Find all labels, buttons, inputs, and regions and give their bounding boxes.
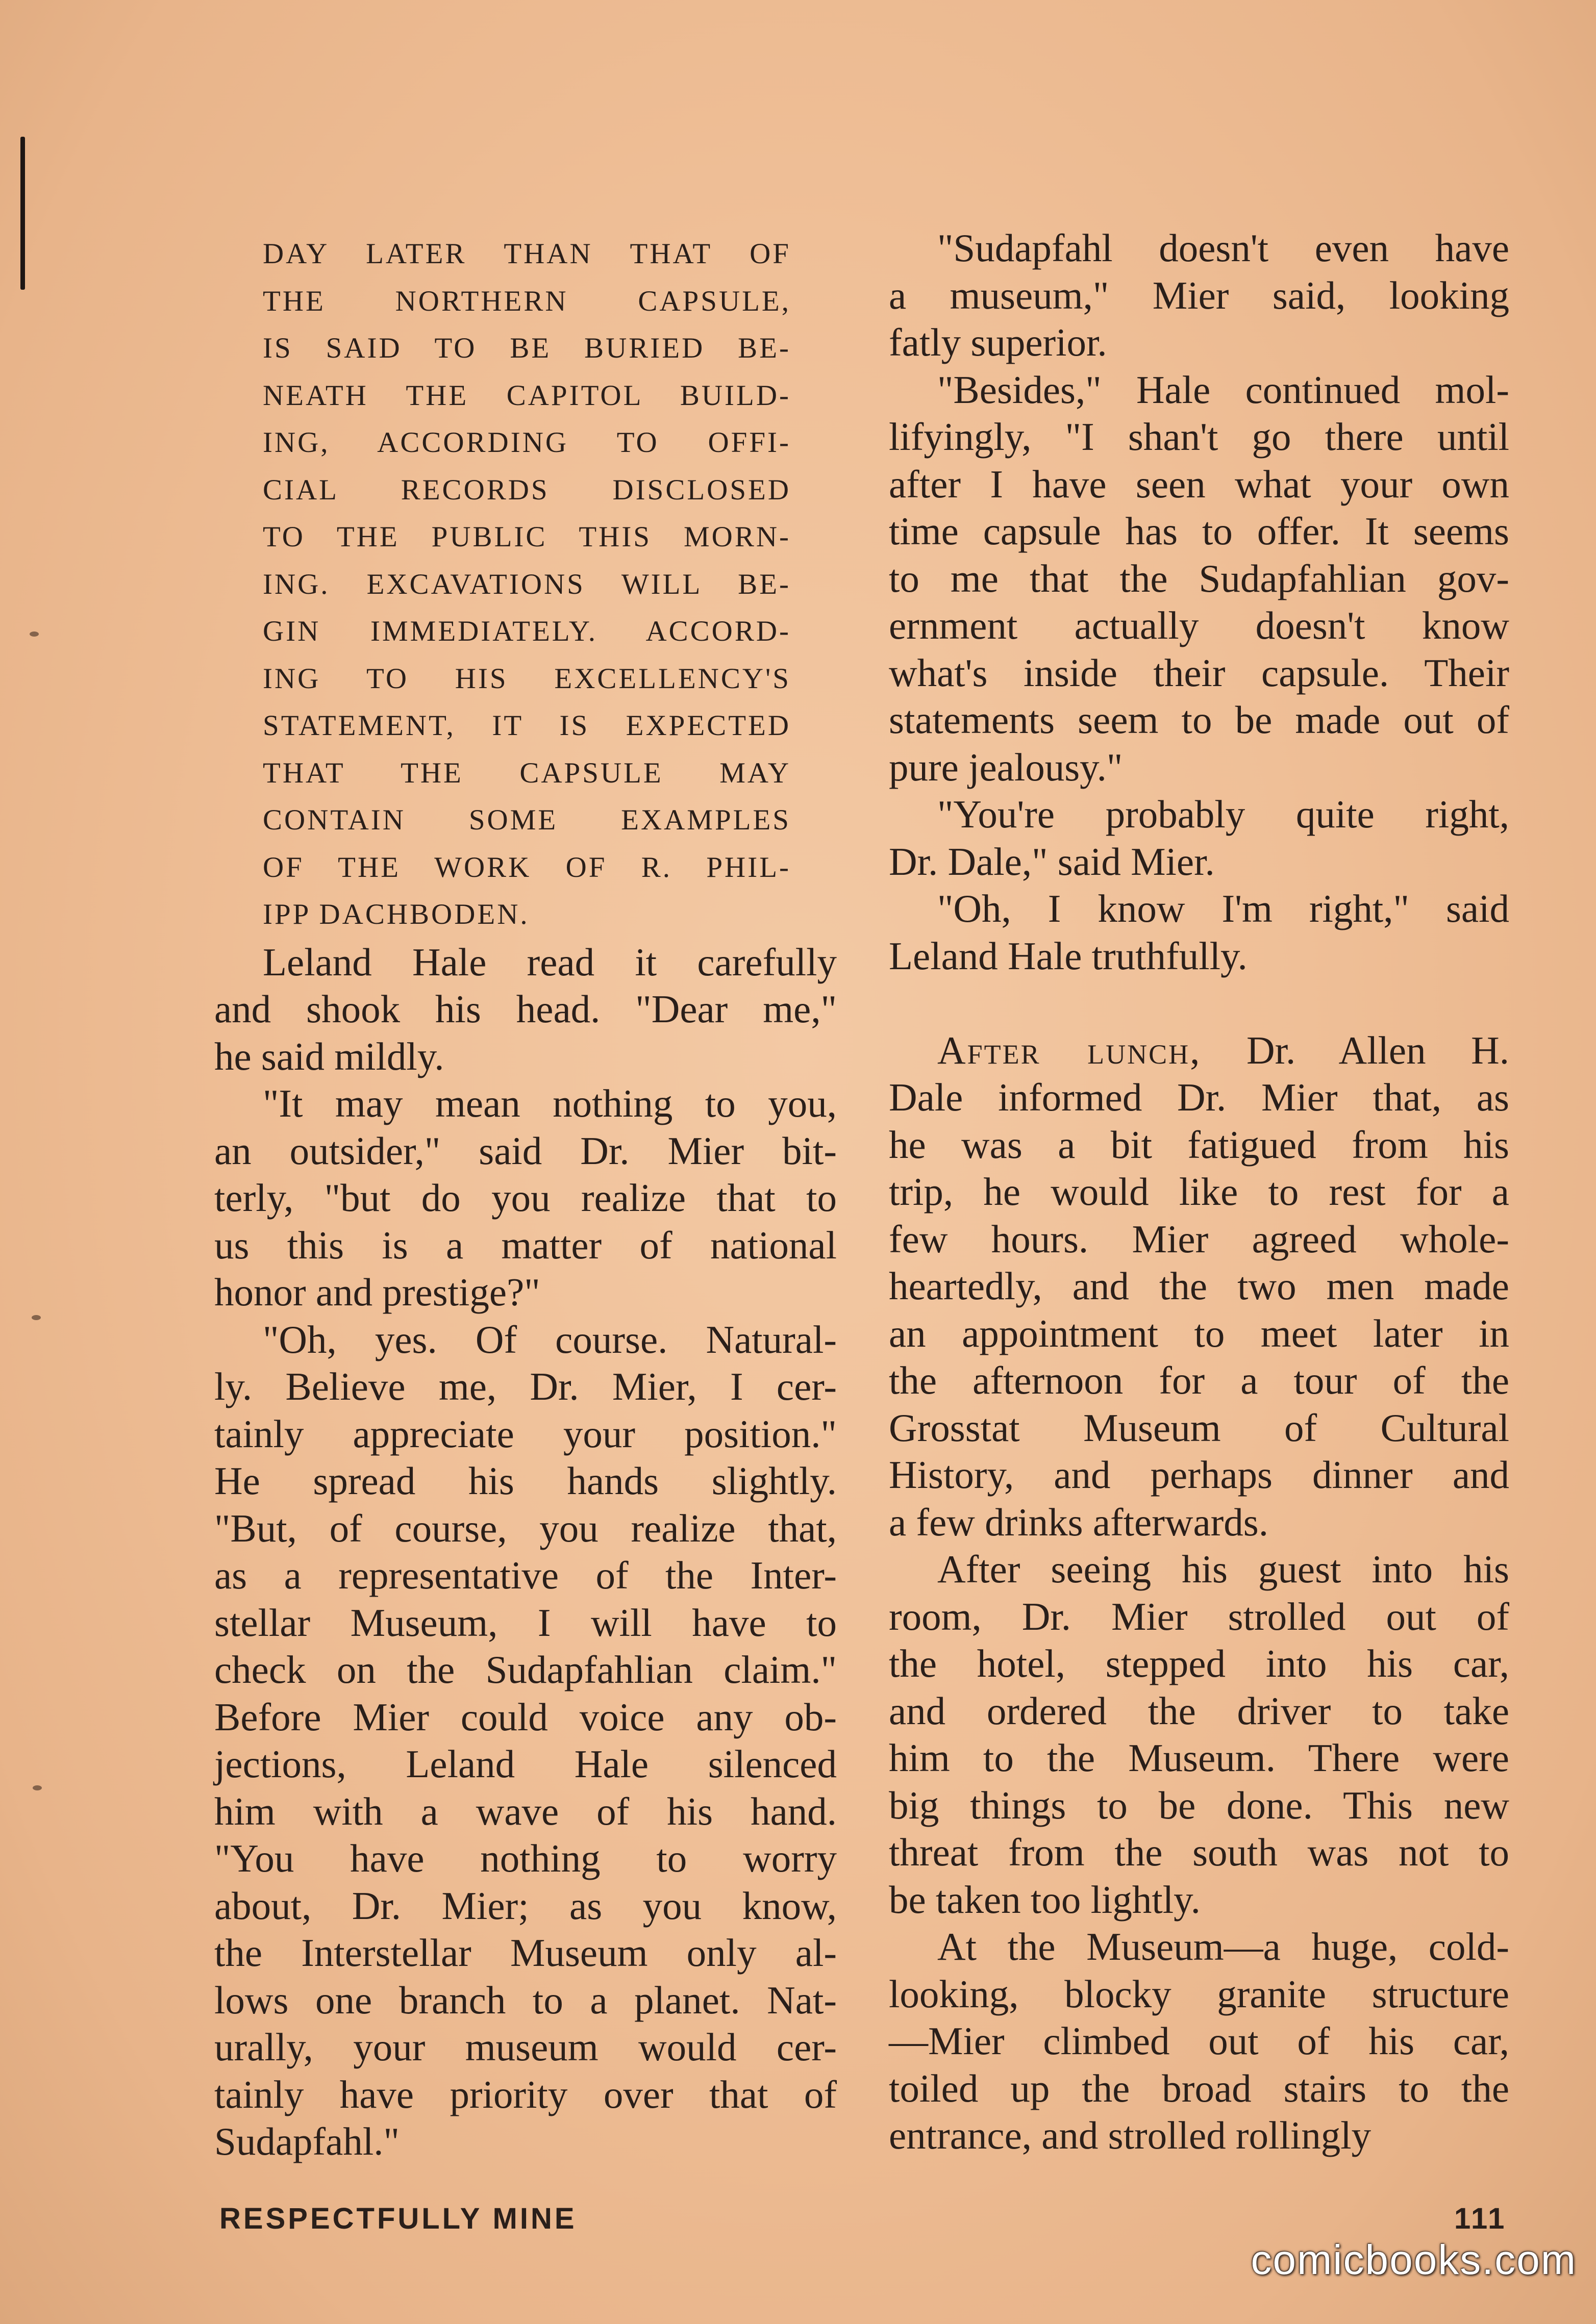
- paragraph: [889, 1923, 1509, 2159]
- text-line: pure jealousy.": [889, 745, 1123, 789]
- text-line: few hours. Mier agreed whole-: [889, 1217, 1509, 1261]
- paragraph: [889, 885, 1509, 979]
- text-line: —Mier climbed out of his car,: [889, 2019, 1509, 2063]
- text-line: as a representative of the Inter-: [214, 1553, 837, 1597]
- bulletin-line: OF THE WORK OF R. PHIL-: [263, 851, 791, 883]
- text-line: tainly appreciate your position.": [214, 1411, 837, 1456]
- text-line: and shook his head. "Dear me,": [214, 987, 837, 1031]
- text-line: "Oh, yes. Of course. Natural-: [263, 1317, 837, 1361]
- text-line: he was a bit fatigued from his: [889, 1122, 1509, 1167]
- bulletin-line: CIAL RECORDS DISCLOSED: [263, 473, 791, 506]
- bulletin-line: ING TO HIS EXCELLENCY'S: [263, 662, 791, 695]
- text-line: He spread his hands slightly.: [214, 1459, 837, 1503]
- bulletin-line: GIN IMMEDIATELY. ACCORD-: [263, 615, 791, 647]
- text-line: and ordered the driver to take: [889, 1688, 1509, 1733]
- text-line: "It may mean nothing to you,: [263, 1081, 837, 1125]
- text-fragment: Dr. Allen H.: [1201, 1028, 1509, 1072]
- text-line: Leland Hale truthfully.: [889, 933, 1248, 978]
- bulletin-line: DAY LATER THAN THAT OF: [263, 238, 791, 270]
- text-line: honor and prestige?": [214, 1270, 540, 1314]
- text-line: "Besides," Hale continued mol-: [937, 367, 1509, 412]
- text-line: to me that the Sudapfahlian gov-: [889, 556, 1509, 600]
- paragraph: [214, 939, 837, 1080]
- binding-hole: [33, 1785, 42, 1790]
- text-line: an appointment to meet later in: [889, 1311, 1509, 1355]
- text-line: the hotel, stepped into his car,: [889, 1641, 1509, 1685]
- bulletin-line: NEATH THE CAPITOL BUILD-: [263, 379, 791, 412]
- text-line: statements seem to be made out of: [889, 698, 1509, 742]
- bulletin-line: CONTAIN SOME EXAMPLES: [263, 804, 791, 836]
- text-line: he said mildly.: [214, 1034, 444, 1078]
- text-line: us this is a matter of national: [214, 1223, 837, 1267]
- text-line: History, and perhaps dinner and: [889, 1453, 1509, 1497]
- bulletin-line: TO THE PUBLIC THIS MORN-: [263, 521, 791, 553]
- binding-mark: [20, 137, 25, 290]
- text-line: entrance, and strolled rollingly: [889, 2113, 1371, 2157]
- text-line: stellar Museum, I will have to: [214, 1600, 837, 1645]
- text-line: jections, Leland Hale silenced: [214, 1742, 837, 1786]
- text-line: urally, your museum would cer-: [214, 2025, 837, 2069]
- text-line: "You have nothing to worry: [214, 1836, 837, 1880]
- text-line: threat from the south was not to: [889, 1830, 1509, 1874]
- running-title: RESPECTFULLY MINE: [219, 2202, 577, 2235]
- paragraph: [214, 1316, 837, 2165]
- bulletin-line: STATEMENT, IT IS EXPECTED: [263, 710, 791, 742]
- text-line: check on the Sudapfahlian claim.": [214, 1648, 837, 1691]
- text-line: [889, 1027, 1509, 1074]
- bulletin-line: THAT THE CAPSULE MAY: [263, 756, 791, 789]
- text-line: ernment actually doesn't know: [889, 603, 1509, 647]
- source-watermark: comicbooks.com: [1251, 2237, 1577, 2283]
- text-line: about, Dr. Mier; as you know,: [214, 1883, 837, 1928]
- text-line: time capsule has to offer. It seems: [889, 509, 1509, 553]
- text-line: looking, blocky granite structure: [889, 1972, 1509, 2016]
- text-line: "You're probably quite right,: [937, 792, 1509, 836]
- text-line: fatly superior.: [889, 320, 1107, 364]
- paragraph: [889, 224, 1509, 366]
- text-line: tainly have priority over that of: [214, 2072, 837, 2116]
- text-line: Sudapfahl.": [214, 2119, 400, 2163]
- paragraph: [889, 791, 1509, 885]
- text-line: Dale informed Dr. Mier that, as: [889, 1075, 1509, 1119]
- text-line: big things to be done. This new: [889, 1783, 1509, 1827]
- text-line: a museum," Mier said, looking: [889, 273, 1509, 317]
- text-line: the afternoon for a tour of the: [889, 1358, 1509, 1402]
- bulletin-line: IPP DACHBODEN.: [263, 898, 530, 930]
- text-line: toiled up the broad stairs to the: [889, 2066, 1509, 2110]
- text-line: room, Dr. Mier strolled out of: [889, 1594, 1509, 1638]
- text-line: "Oh, I know I'm right," said: [937, 887, 1509, 930]
- bulletin-line: ING, ACCORDING TO OFFI-: [263, 426, 791, 459]
- text-line: a few drinks afterwards.: [889, 1500, 1269, 1544]
- text-line: him to the Museum. There were: [889, 1736, 1509, 1780]
- binding-hole: [30, 631, 39, 637]
- section-lead: After lunch,: [937, 1028, 1202, 1072]
- text-line: Before Mier could voice any ob-: [214, 1695, 837, 1739]
- bulletin-line: ING. EXCAVATIONS WILL BE-: [263, 568, 791, 600]
- text-line: terly, "but do you realize that to: [214, 1176, 837, 1220]
- text-line: heartedly, and the two men made: [889, 1264, 1509, 1308]
- bulletin-line: THE NORTHERN CAPSULE,: [263, 285, 791, 317]
- text-line: "But, of course, you realize that,: [214, 1506, 837, 1550]
- text-line: After seeing his guest into his: [937, 1547, 1509, 1591]
- text-line: be taken too lightly.: [889, 1877, 1201, 1922]
- bulletin-line: IS SAID TO BE BURIED BE-: [263, 332, 791, 364]
- text-line: lifyingly, "I shan't go there until: [889, 415, 1509, 459]
- paragraph: [214, 1080, 837, 1316]
- page-number: 111: [1454, 2202, 1507, 2235]
- text-line: Leland Hale read it carefully: [263, 940, 837, 984]
- paragraph: [889, 366, 1509, 791]
- text-line: after I have seen what your own: [889, 462, 1509, 506]
- text-line: "Sudapfahl doesn't even have: [937, 226, 1509, 270]
- text-line: him with a wave of his hand.: [214, 1789, 837, 1833]
- text-line: what's inside their capsule. Their: [889, 650, 1509, 695]
- text-line: ly. Believe me, Dr. Mier, I cer-: [214, 1365, 837, 1408]
- binding-hole: [32, 1315, 41, 1320]
- text-line: lows one branch to a planet. Nat-: [214, 1978, 837, 2022]
- text-line: Dr. Dale," said Mier.: [889, 839, 1215, 883]
- paragraph: [889, 1546, 1509, 1923]
- text-line: Grosstat Museum of Cultural: [889, 1405, 1509, 1450]
- text-line: an outsider," said Dr. Mier bit-: [214, 1128, 837, 1173]
- text-line: trip, he would like to rest for a: [889, 1170, 1509, 1214]
- paragraph: [889, 1027, 1509, 1546]
- news-bulletin: [263, 231, 791, 939]
- text-line: the Interstellar Museum only al-: [214, 1931, 837, 1975]
- text-line: At the Museum—a huge, cold-: [937, 1925, 1509, 1968]
